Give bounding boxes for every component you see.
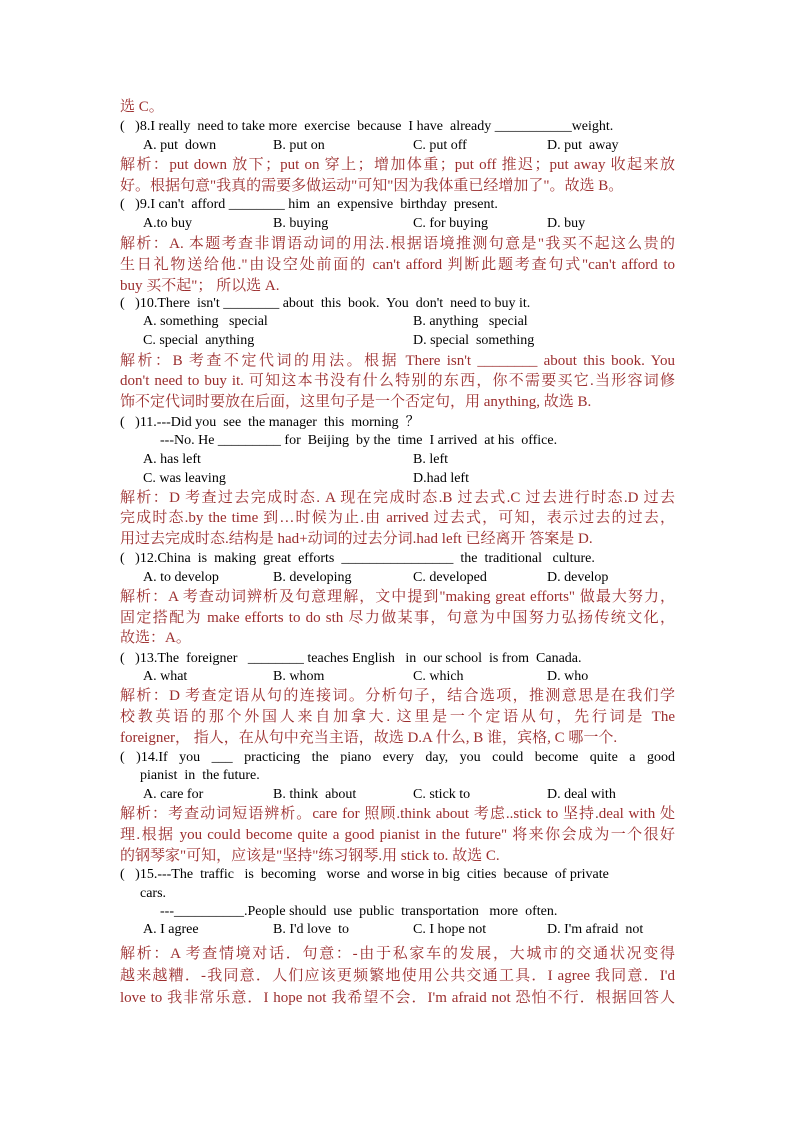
question-9-analysis-line: buy 买不起"； 所以选 A. — [120, 278, 280, 294]
question-15-analysis-line: love to 我非常乐意．I hope not 我希望不会．I'm afraid not 恐怕不行．根据回答人 — [120, 990, 675, 1006]
question-10-stem: ( )10.There isn't ________ about this book. You don't need to buy it. — [120, 296, 531, 311]
question-9-option-d: D. buy — [547, 216, 586, 231]
question-12-analysis-line: 故选：A。 — [120, 630, 191, 646]
question-11-analysis-line: 用过去完成时态.结构是 had+动词的过去分词.had left 已经离开 答案是 D. — [120, 531, 593, 547]
question-11-option-b: B. left — [413, 452, 448, 467]
question-10-analysis-line: 解析：B 考查不定代词的用法。根据 There isn't ________ about this book. You — [120, 353, 675, 369]
question-14-stem: ( )14.If you ___ practicing the piano every day, you could become quite a good — [120, 750, 675, 765]
question-11-stem-reply: ---No. He _________ for Beijing by the time I arrived at his office. — [160, 433, 558, 448]
question-11-options-row-1 — [120, 450, 675, 470]
question-9-option-b: B. buying — [273, 216, 329, 231]
question-15-options — [120, 920, 675, 940]
lead-text: 选 C。 — [120, 99, 164, 115]
question-13-options — [120, 667, 675, 687]
question-14-options — [120, 785, 675, 805]
question-11-analysis-line: 解析：D 考查过去完成时态. A 现在完成时态.B 过去式.C 过去进行时态.D 过去 — [120, 490, 675, 506]
question-13-option-d: D. who — [547, 669, 589, 684]
question-8-analysis-line: 好。根据句意"我真的需要多做运动"可知"因为我体重已经增加了"。故选 B。 — [120, 178, 624, 194]
question-9-options — [120, 214, 675, 234]
question-14-option-b: B. think about — [273, 787, 357, 802]
question-12-options — [120, 568, 675, 588]
question-14-option-c: C. stick to — [413, 787, 471, 802]
question-14-analysis-line: 解析：考查动词短语辨析。care for 照顾.think about 考虑..stick to 坚持.deal with 处 — [120, 806, 675, 822]
question-12-stem: ( )12.China is making great efforts ________________ the traditional culture. — [120, 551, 595, 566]
question-8-stem: ( )8.I really need to take more exercise because I have already ___________weight. — [120, 119, 614, 134]
question-9-option-a: A.to buy — [143, 216, 192, 231]
question-9-analysis-line: 解析：A. 本题考查非谓语动词的用法.根据语境推测句意是"我买不起这么贵的 — [120, 236, 675, 252]
question-14-analysis-line: 的钢琴家"可知，应该是"坚持"练习钢琴.用 stick to. 故选 C. — [120, 848, 500, 864]
question-11-option-d: D.had left — [413, 471, 469, 486]
question-14-stem-continued: pianist in the future. — [140, 768, 260, 783]
question-8-option-c: C. put off — [413, 138, 467, 153]
question-9-analysis-line: 生日礼物送给他."由设空处前面的 can't afford 判断此题考查句式"can't afford to — [120, 257, 675, 273]
question-8-options — [120, 136, 675, 156]
question-15-option-c: C. I hope not — [413, 922, 487, 937]
question-10-analysis-line: don't need to buy it. 可知这本书没有什么特别的东西，你不需要买它.当形容词修 — [120, 373, 675, 389]
question-10-option-d: D. special something — [413, 333, 535, 348]
question-12-analysis-line: 固定搭配为 make efforts to do sth 尽力做某事，句意为中国努力弘扬传统文化， — [120, 610, 675, 626]
question-10-options-row-2 — [120, 331, 675, 351]
question-12-analysis-line: 解析：A 考查动词辨析及句意理解，文中提到"making great efforts" 做最大努力， — [120, 589, 675, 605]
question-15-stem-continued: cars. — [140, 886, 167, 901]
question-8-analysis-line: 解析：put down 放下；put on 穿上；增加体重；put off 推迟；put away 收起来放 — [120, 157, 675, 173]
question-10-option-a: A. something special — [143, 314, 268, 329]
question-10-options-row-1 — [120, 312, 675, 332]
question-14-option-d: D. deal with — [547, 787, 616, 802]
question-12-option-a: A. to develop — [143, 570, 219, 585]
question-10-analysis-line: 饰不定代词时要放在后面，这里句子是一个否定句，用 anything, 故选 B. — [120, 394, 592, 410]
question-12-option-d: D. develop — [547, 570, 609, 585]
question-11-option-c: C. was leaving — [143, 471, 226, 486]
question-14-analysis-line: 理.根据 you could become quite a good pianist in the future" 将来你会成为一个很好 — [120, 827, 675, 843]
question-12-option-b: B. developing — [273, 570, 352, 585]
question-13-analysis-line: 解析：D 考查定语从句的连接词。分析句子，结合选项，推测意思是在我们学 — [120, 688, 675, 704]
question-13-option-b: B. whom — [273, 669, 325, 684]
question-15-analysis-line: 越来越糟．-我同意．人们应该更频繁地使用公共交通工具．I agree 我同意．I'd — [120, 968, 675, 984]
question-8-option-a: A. put down — [143, 138, 217, 153]
question-13-option-c: C. which — [413, 669, 464, 684]
question-8-option-b: B. put on — [273, 138, 325, 153]
question-11-stem: ( )11.---Did you see the manager this morning ？ — [120, 415, 420, 430]
question-11-option-a: A. has left — [143, 452, 201, 467]
question-10-option-b: B. anything special — [413, 314, 528, 329]
question-15-stem: ( )15.---The traffic is becoming worse and worse in big cities because of private — [120, 867, 609, 882]
question-15-option-d: D. I'm afraid not — [547, 922, 644, 937]
question-15-option-b: B. I'd love to — [273, 922, 350, 937]
question-15-analysis-line: 解析：A 考查情境对话．句意：-由于私家车的发展，大城市的交通状况变得 — [120, 946, 675, 962]
question-11-analysis-line: 完成时态.by the time 到…时候为止.由 arrived 过去式，可知，表示过去的过去， — [120, 510, 675, 526]
question-12-option-c: C. developed — [413, 570, 487, 585]
question-13-stem: ( )13.The foreigner ________ teaches English in our school is from Canada. — [120, 651, 582, 666]
question-13-analysis-line: foreigner， 指人，在从句中充当主语，故选 D.A 什么, B 谁，宾格, C 哪一个. — [120, 730, 618, 746]
question-15-stem-reply: ---__________.People should use public transportation more often. — [160, 904, 558, 919]
question-9-option-c: C. for buying — [413, 216, 489, 231]
question-13-analysis-line: 校教英语的那个外国人来自加拿大. 这里是一个定语从句，先行词是 The — [120, 709, 675, 725]
question-11-options-row-2 — [120, 469, 675, 489]
question-8-option-d: D. put away — [547, 138, 619, 153]
question-9-stem: ( )9.I can't afford ________ him an expensive birthday present. — [120, 197, 498, 212]
question-10-option-c: C. special anything — [143, 333, 255, 348]
question-13-option-a: A. what — [143, 669, 188, 684]
question-14-option-a: A. care for — [143, 787, 204, 802]
question-15-option-a: A. I agree — [143, 922, 199, 937]
